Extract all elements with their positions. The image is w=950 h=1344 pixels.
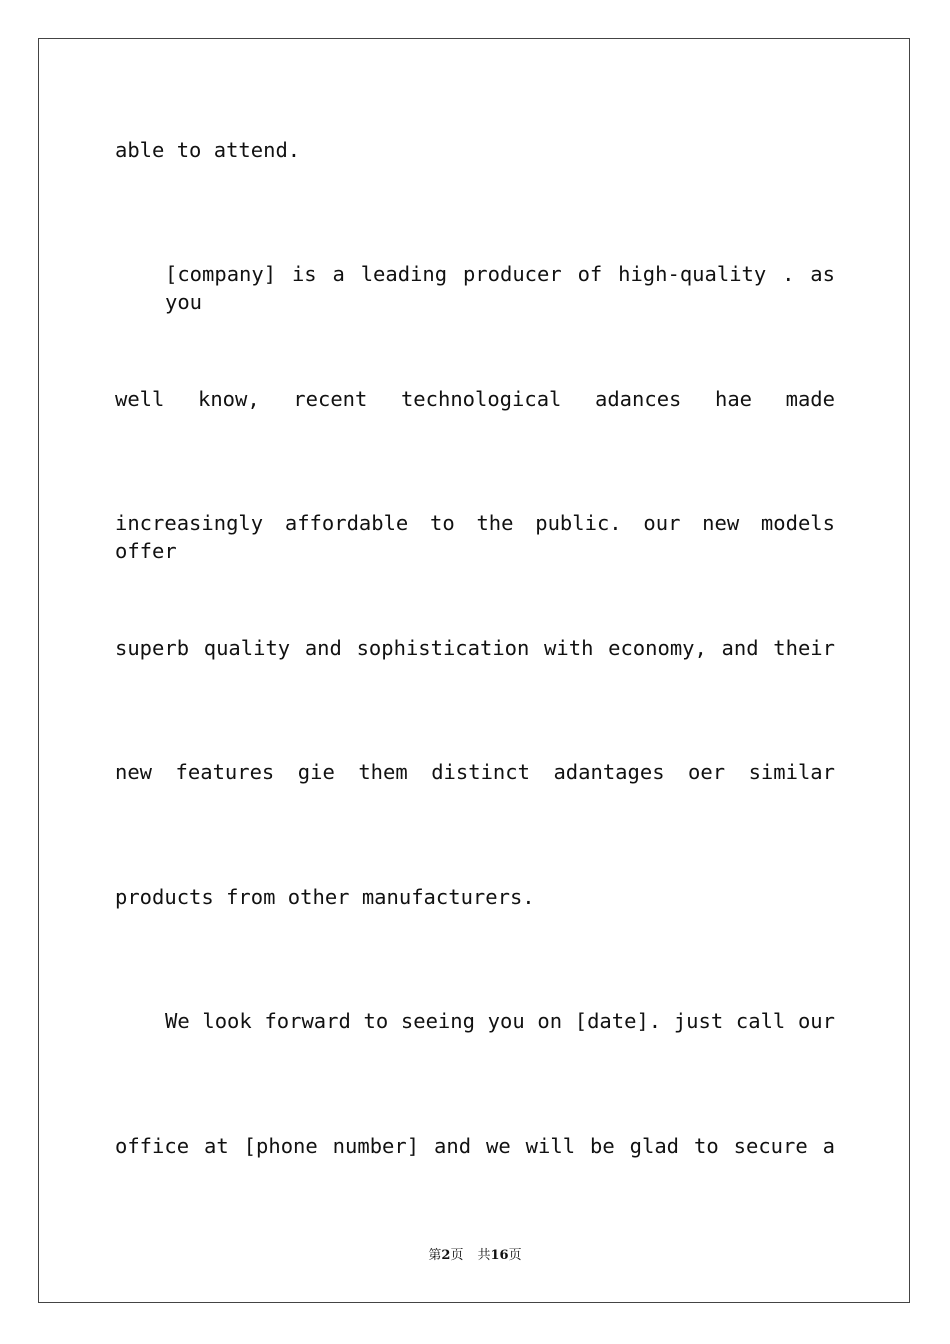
text-line-3: well know, recent technological adances hae made: [115, 387, 835, 411]
page-footer: [0, 1247, 950, 1265]
text-line-5: superb quality and sophistication with economy, and their: [115, 636, 835, 660]
text-line-9: office at [phone number] and we will be glad to secure a: [115, 1134, 835, 1158]
text-line-8: We look forward to seeing you on [date]. just call our: [165, 1009, 835, 1033]
text-line-2: [company] is a leading producer of high-quality . as you: [165, 262, 835, 314]
footer-total-suffix: 页: [508, 1248, 522, 1263]
footer-page-prefix: 第: [428, 1248, 442, 1263]
footer-page-number: 2: [441, 1248, 451, 1263]
footer-page-suffix: 页: [450, 1248, 464, 1263]
text-line-6: new features gie them distinct adantages oer similar: [115, 760, 835, 784]
footer-total-prefix: 共: [477, 1248, 491, 1263]
footer-total-pages: 16: [490, 1248, 509, 1263]
text-line-4: increasingly affordable to the public. our new models offer: [115, 511, 835, 563]
page-border: [38, 38, 910, 1303]
text-line-7: products from other manufacturers.: [115, 885, 535, 909]
text-line-1: able to attend.: [115, 138, 301, 162]
